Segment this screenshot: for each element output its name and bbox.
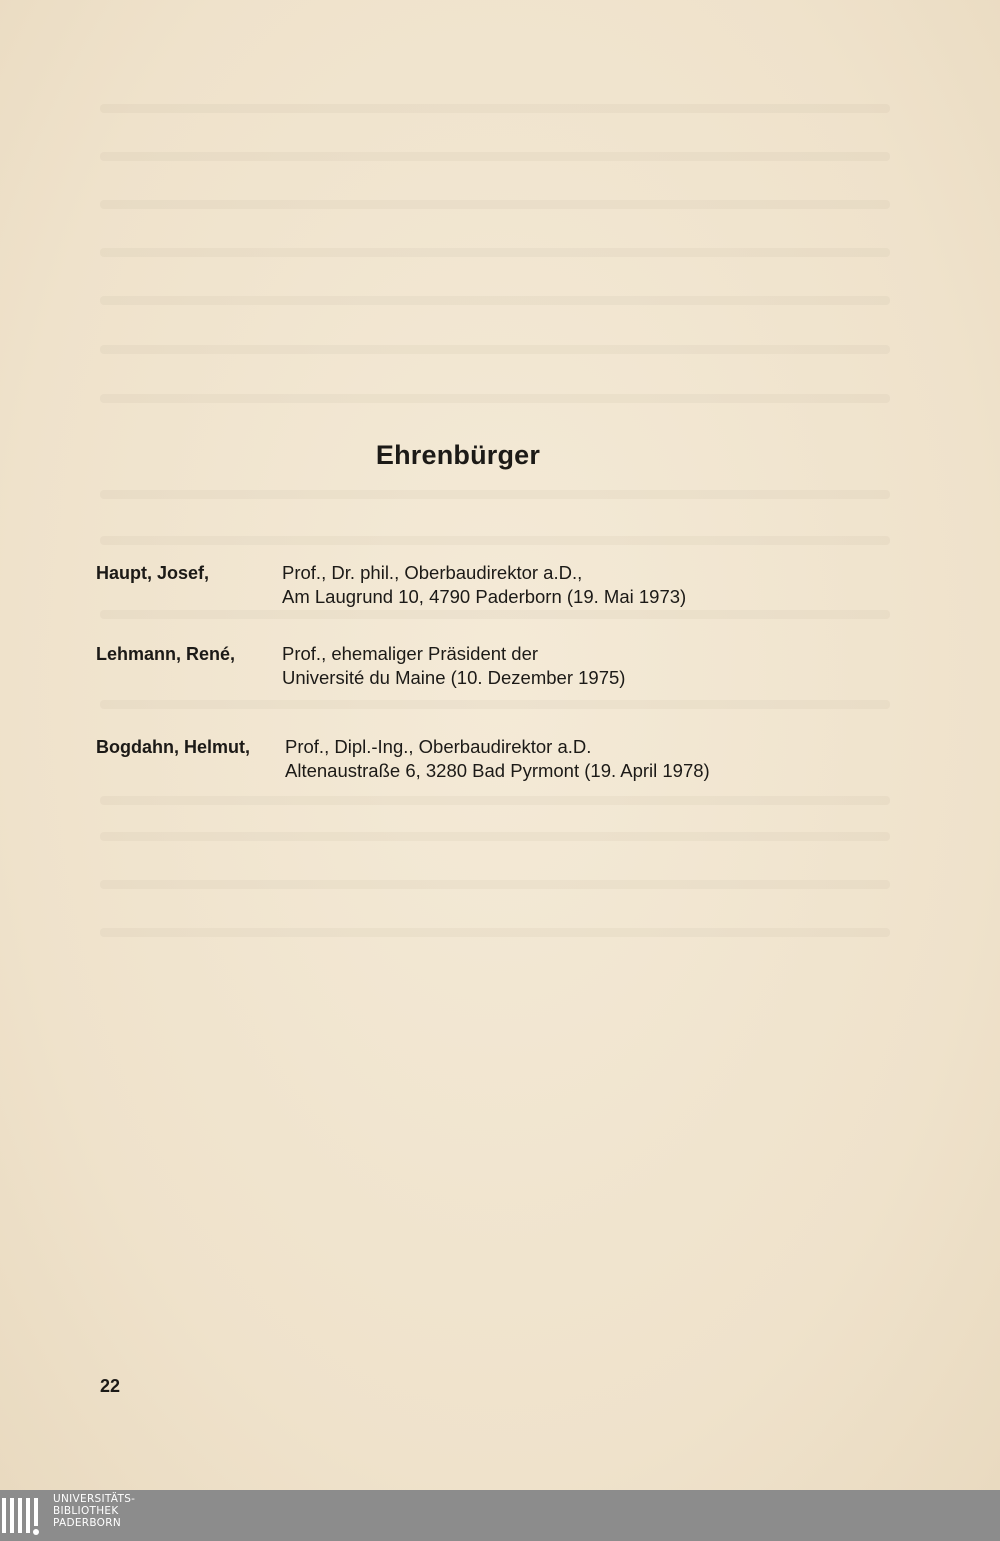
entry-address-line: Am Laugrund 10, 4790 Paderborn (19. Mai 1973) bbox=[282, 586, 687, 607]
entry-details bbox=[282, 642, 625, 690]
show-through-line bbox=[100, 152, 890, 161]
entry-name: Bogdahn, Helmut, bbox=[96, 737, 250, 757]
entry-title-line: Prof., ehemaliger Präsident der bbox=[282, 643, 539, 664]
library-logo-icon bbox=[2, 1494, 48, 1537]
show-through-line bbox=[100, 296, 890, 305]
show-through-line bbox=[100, 832, 890, 841]
show-through-line bbox=[100, 394, 890, 403]
show-through-line bbox=[100, 345, 890, 354]
entry-name: Lehmann, René, bbox=[96, 644, 236, 664]
logo-line: PADERBORN bbox=[53, 1517, 121, 1529]
show-through-line bbox=[100, 536, 890, 545]
show-through-line bbox=[100, 200, 890, 209]
entry-name: Haupt, Josef, bbox=[96, 563, 210, 583]
library-logo-text bbox=[53, 1493, 135, 1529]
library-footer-bar bbox=[0, 1490, 1000, 1541]
show-through-line bbox=[100, 490, 890, 499]
show-through-line bbox=[100, 880, 890, 889]
page-title: Ehrenbürger bbox=[375, 440, 541, 470]
entry-address-line: Université du Maine (10. Dezember 1975) bbox=[282, 667, 626, 688]
entry-details bbox=[285, 735, 710, 783]
entry-title-line: Prof., Dipl.-Ing., Oberbaudirektor a.D. bbox=[285, 736, 592, 757]
show-through-line bbox=[100, 700, 890, 709]
entry-title-line: Prof., Dr. phil., Oberbaudirektor a.D., bbox=[282, 562, 583, 583]
page-number: 22 bbox=[100, 1376, 121, 1396]
show-through-line bbox=[100, 928, 890, 937]
logo-line: UNIVERSITÄTS- bbox=[53, 1493, 136, 1505]
entry-details bbox=[282, 561, 686, 609]
show-through-line bbox=[100, 104, 890, 113]
logo-line: BIBLIOTHEK bbox=[53, 1505, 119, 1517]
entry-address-line: Altenaustraße 6, 3280 Bad Pyrmont (19. April 1978) bbox=[285, 760, 710, 781]
show-through-line bbox=[100, 248, 890, 257]
show-through-line bbox=[100, 610, 890, 619]
show-through-line bbox=[100, 796, 890, 805]
